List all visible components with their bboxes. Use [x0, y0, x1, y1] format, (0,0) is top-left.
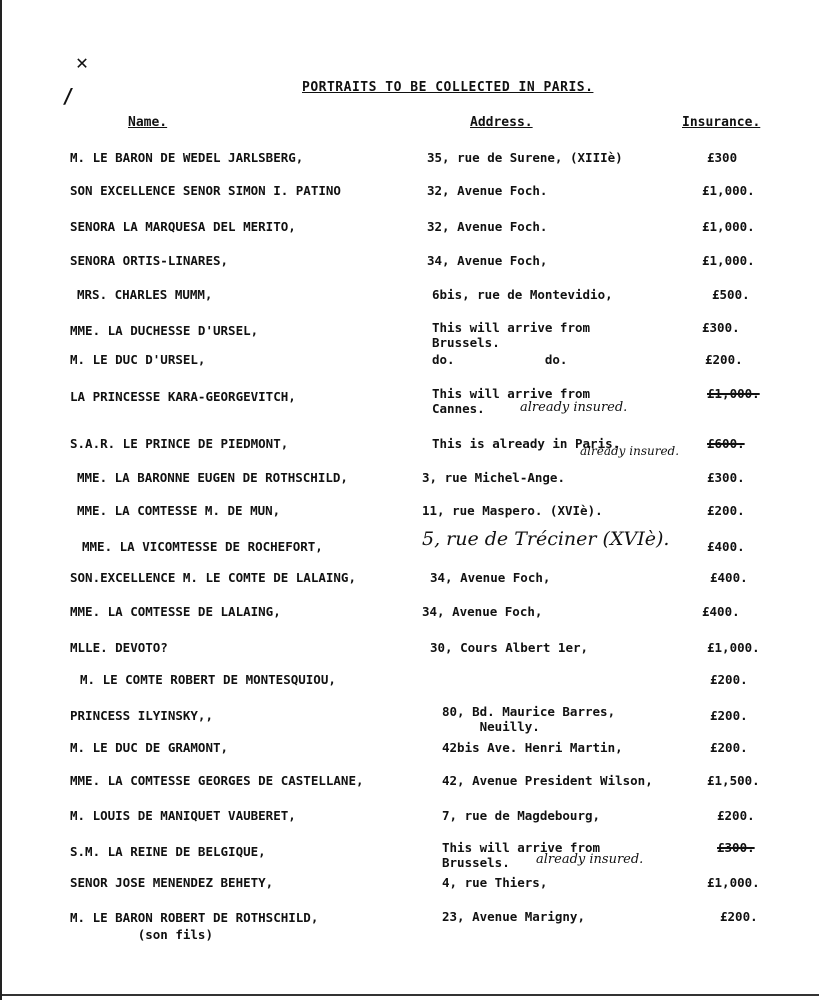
handwritten-note: already insured. — [580, 444, 680, 458]
row-insurance: £400. — [710, 570, 748, 585]
row-insurance: £1,000. — [702, 253, 755, 268]
row-insurance: £200. — [710, 740, 748, 755]
row-name: S.M. LA REINE DE BELGIQUE, — [70, 844, 266, 859]
pencil-mark: / — [62, 84, 75, 108]
row-address: 30, Cours Albert 1er, — [430, 640, 589, 655]
row-name: MME. LA BARONNE EUGEN DE ROTHSCHILD, — [77, 470, 348, 485]
row-address: This will arrive from Cannes. — [432, 386, 591, 416]
row-address: 32, Avenue Foch. — [427, 219, 548, 234]
row-insurance: £1,000. — [707, 640, 760, 655]
row-name: MME. LA DUCHESSE D'URSEL, — [70, 323, 259, 338]
row-name: MME. LA VICOMTESSE DE ROCHEFORT, — [82, 539, 323, 554]
row-name: SENOR JOSE MENENDEZ BEHETY, — [70, 875, 274, 890]
row-name: M. LE BARON ROBERT DE ROTHSCHILD, (son fils) — [70, 910, 319, 942]
row-insurance: £200. — [720, 909, 758, 924]
row-address: 5, rue de Tréciner (XVIè). — [422, 528, 670, 550]
row-name: MRS. CHARLES MUMM, — [77, 287, 213, 302]
row-insurance: £1,500. — [707, 773, 760, 788]
row-name: M. LE DUC DE GRAMONT, — [70, 740, 229, 755]
row-insurance: £400. — [707, 539, 745, 554]
row-insurance: £1,000. — [707, 875, 760, 890]
row-insurance: £300. — [707, 470, 745, 485]
row-address: 3, rue Michel-Ange. — [422, 470, 565, 485]
row-address: 6bis, rue de Montevidio, — [432, 287, 613, 302]
row-insurance: £1,000. — [702, 219, 755, 234]
row-name: PRINCESS ILYINSKY,, — [70, 708, 213, 723]
row-address: 32, Avenue Foch. — [427, 183, 548, 198]
row-name: M. LOUIS DE MANIQUET VAUBERET, — [70, 808, 296, 823]
row-address: 11, rue Maspero. (XVIè). — [422, 503, 603, 518]
row-address: 7, rue de Magdebourg, — [442, 808, 601, 823]
header-address: Address. — [470, 115, 533, 130]
row-insurance: £300. — [717, 840, 755, 855]
row-insurance: £200. — [717, 808, 755, 823]
pencil-mark: ✕ — [76, 50, 89, 74]
row-address: 34, Avenue Foch, — [430, 570, 551, 585]
row-address: This will arrive from Brussels. — [442, 840, 601, 870]
row-address: 80, Bd. Maurice Barres, Neuilly. — [442, 704, 616, 734]
row-insurance: £500. — [712, 287, 750, 302]
row-name: LA PRINCESSE KARA-GEORGEVITCH, — [70, 389, 296, 404]
row-address: 35, rue de Surene, (XIIIè) — [427, 150, 623, 165]
header-insurance: Insurance. — [682, 115, 761, 130]
row-address: 42, Avenue President Wilson, — [442, 773, 653, 788]
row-insurance: £400. — [702, 604, 740, 619]
row-name: MME. LA COMTESSE GEORGES DE CASTELLANE, — [70, 773, 364, 788]
row-name: MLLE. DEVOTO? — [70, 640, 168, 655]
row-insurance: £200. — [705, 352, 743, 367]
row-address: This is already in Paris. — [432, 436, 621, 451]
row-insurance: £1,000. — [702, 183, 755, 198]
row-address: 23, Avenue Marigny, — [442, 909, 585, 924]
header-name: Name. — [128, 115, 168, 130]
row-address: 34, Avenue Foch, — [427, 253, 548, 268]
row-name: MME. LA COMTESSE M. DE MUN, — [77, 503, 281, 518]
row-insurance: £300. — [702, 320, 740, 335]
row-name: S.A.R. LE PRINCE DE PIEDMONT, — [70, 436, 289, 451]
row-name: SENORA LA MARQUESA DEL MERITO, — [70, 219, 296, 234]
row-address: 4, rue Thiers, — [442, 875, 548, 890]
row-insurance: £300 — [707, 150, 738, 165]
row-insurance: £600. — [707, 436, 745, 451]
row-name: M. LE BARON DE WEDEL JARLSBERG, — [70, 150, 304, 165]
row-address: do. do. — [432, 352, 568, 367]
handwritten-note: already insured. — [520, 400, 628, 415]
row-name: M. LE DUC D'URSEL, — [70, 352, 206, 367]
row-address: 42bis Ave. Henri Martin, — [442, 740, 623, 755]
handwritten-note: already insured. — [536, 852, 644, 867]
row-name: MME. LA COMTESSE DE LALAING, — [70, 604, 281, 619]
row-address: This will arrive from Brussels. — [432, 320, 591, 350]
row-insurance: £1,000. — [707, 386, 760, 401]
row-name: SON.EXCELLENCE M. LE COMTE DE LALAING, — [70, 570, 356, 585]
row-name: SENORA ORTIS-LINARES, — [70, 253, 229, 268]
page-edge-line — [2, 994, 819, 996]
row-address: 34, Avenue Foch, — [422, 604, 543, 619]
row-insurance: £200. — [710, 708, 748, 723]
row-name: M. LE COMTE ROBERT DE MONTESQUIOU, — [80, 672, 336, 687]
row-insurance: £200. — [707, 503, 745, 518]
row-name: SON EXCELLENCE SENOR SIMON I. PATINO — [70, 183, 341, 198]
page-title: PORTRAITS TO BE COLLECTED IN PARIS. — [302, 80, 594, 95]
row-insurance: £200. — [710, 672, 748, 687]
